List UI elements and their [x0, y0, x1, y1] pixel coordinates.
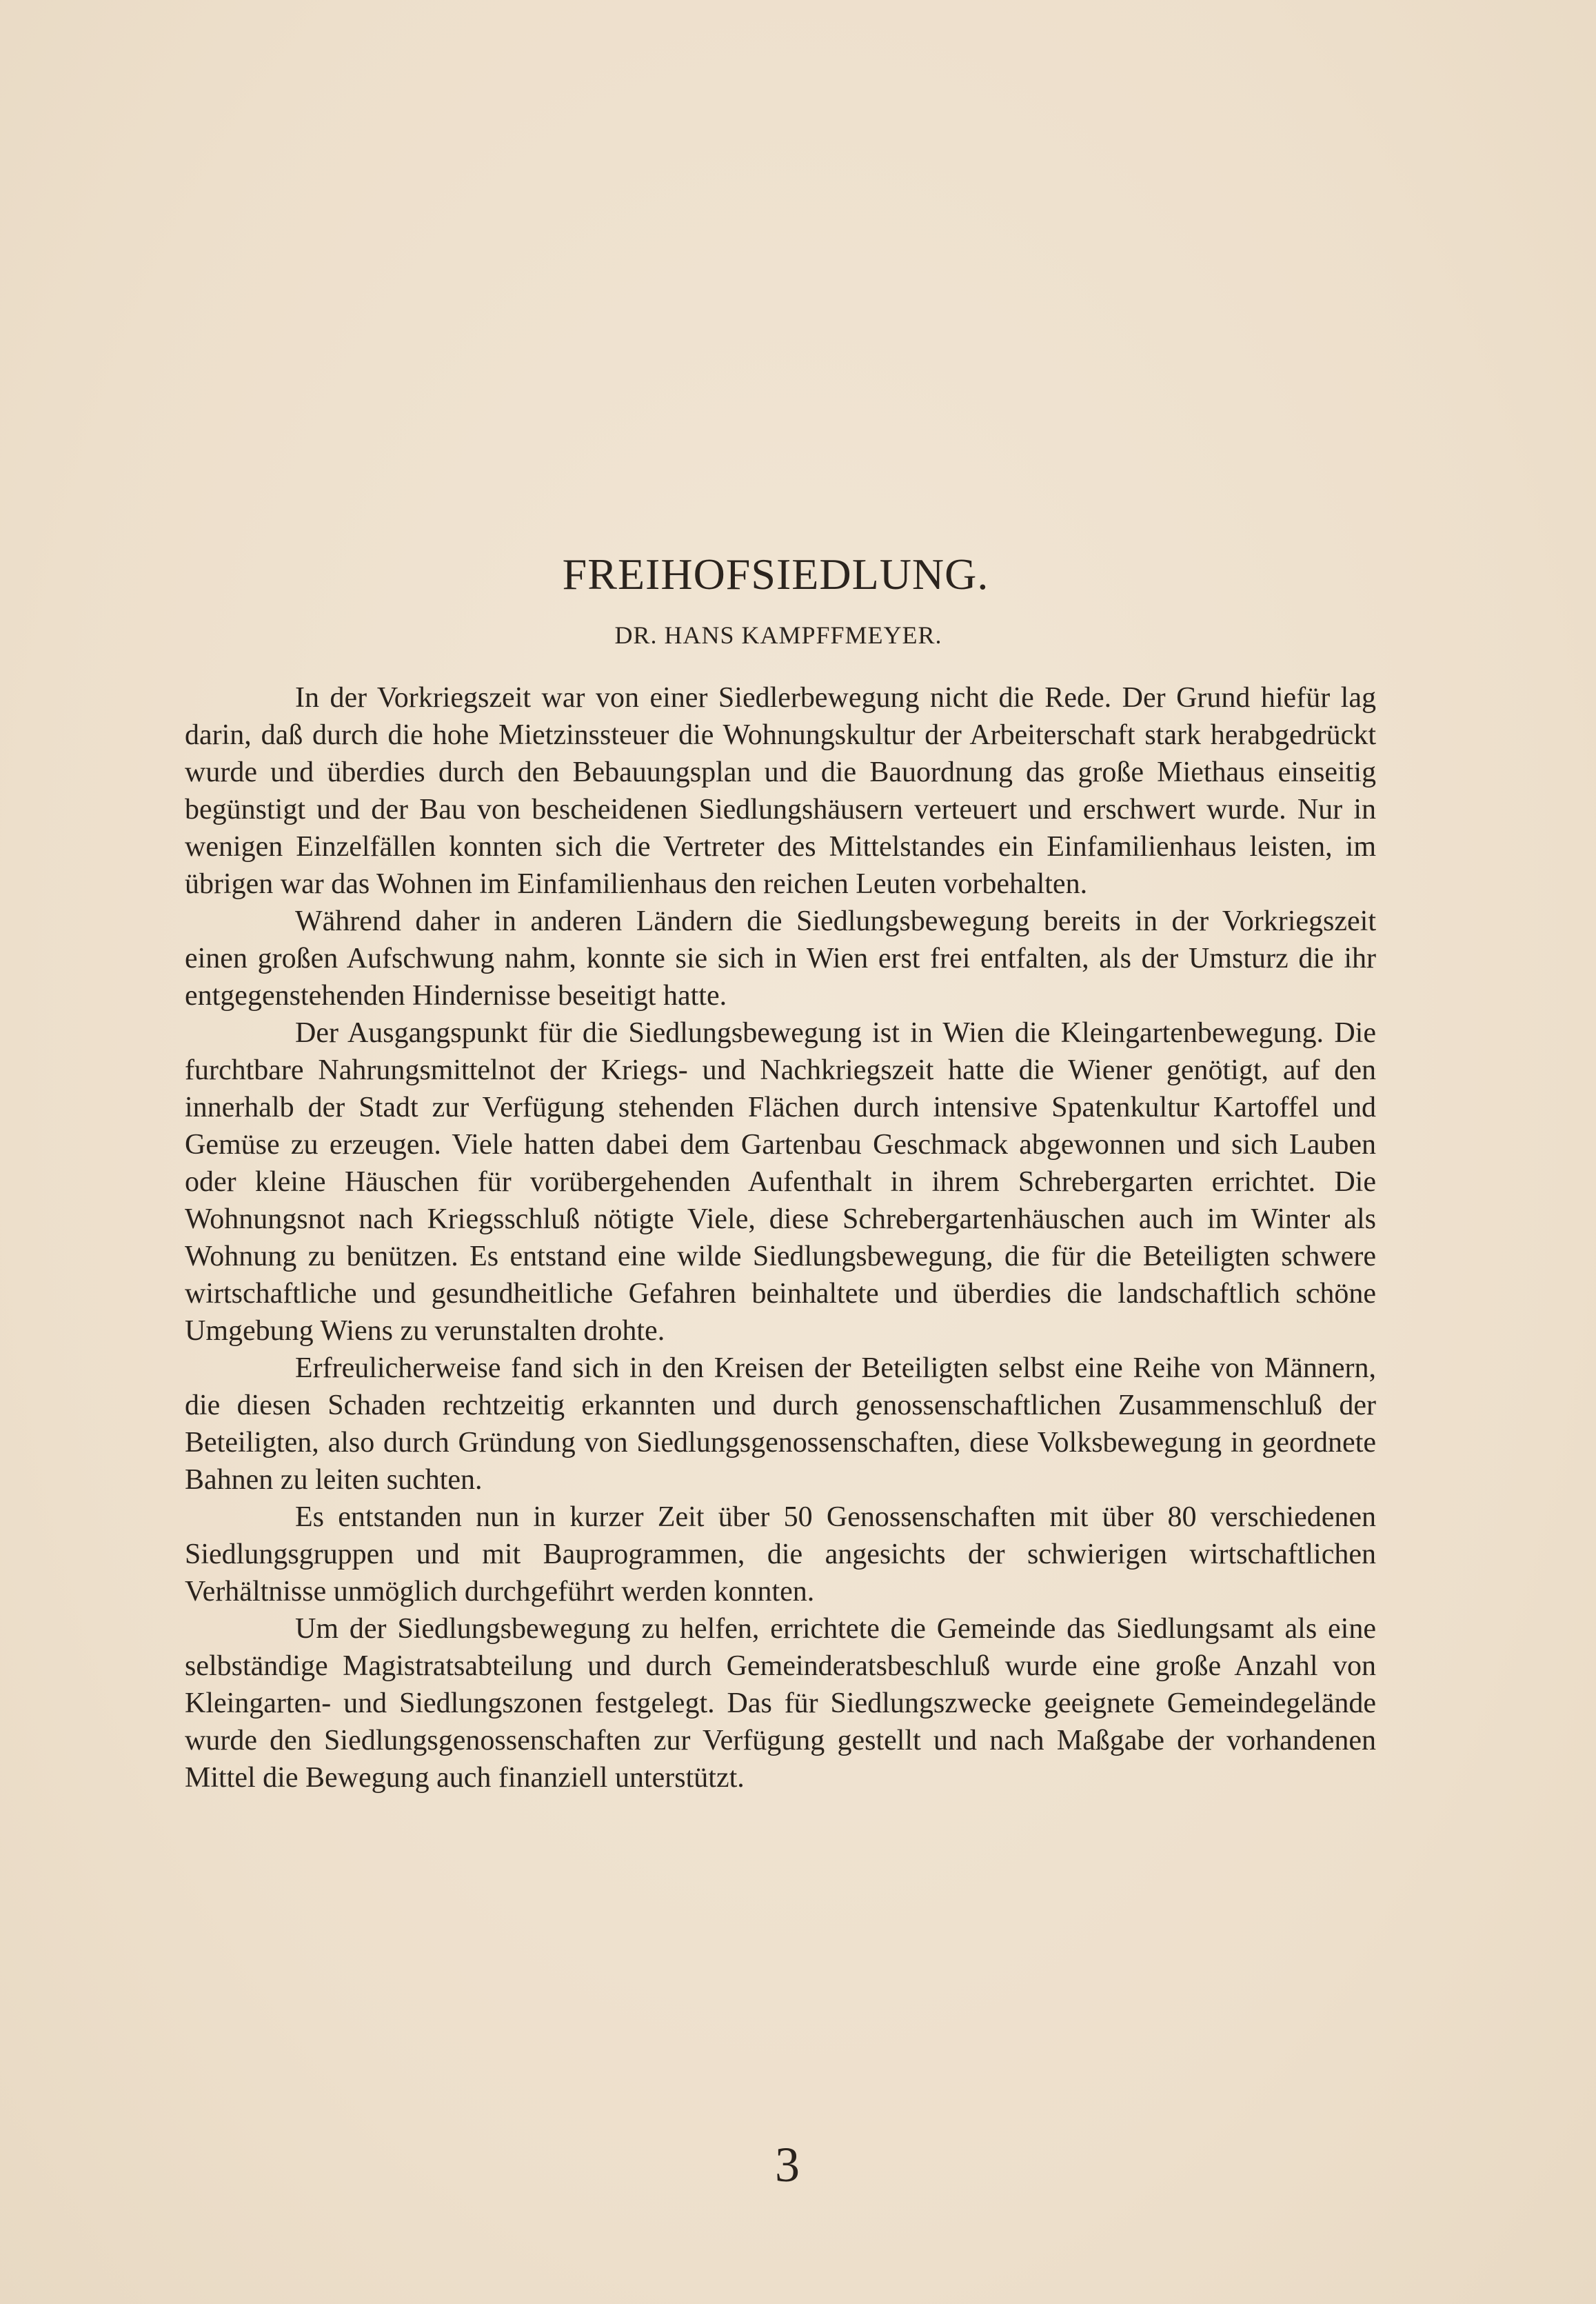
paragraph: In der Vorkriegszeit war von einer Siedlerbewegung nicht die Rede. Der Grund hiefür lag darin, daß durch die hohe Mietzinssteuer die Wohnungskultur der Arbeiterschaft stark herabgedrückt wurde und überdies durch den Bebauungsplan und die Bauordnung das große Miethaus einseitig begünstigt und der Bau von bescheidenen Siedlungshäusern verteuert und erschwert wurde. Nur in wenigen Einzelfällen konnten sich die Vertreter des Mittelstandes ein Einfamilienhaus leisten, im übrigen war das Wohnen im Einfamilienhaus den reichen Leuten vorbehalten.	[185, 682, 1376, 900]
paragraph: Um der Siedlungsbewegung zu helfen, errichtete die Gemeinde das Siedlungsamt als eine selbständige Magistratsabteilung und durch Gemeinderatsbeschluß wurde eine große Anzahl von Kleingarten- und Siedlungszonen festgelegt. Das für Siedlungszwecke geeignete Gemeindegelände wurde den Siedlungsgenossenschaften zur Verfügung gestellt und nach Maßgabe der vorhandenen Mittel die Bewegung auch finanziell unterstützt.	[185, 1613, 1376, 1794]
paragraph: Der Ausgangspunkt für die Siedlungsbewegung ist in Wien die Kleingartenbewegung. Die furchtbare Nahrungsmittelnot der Kriegs- und Nachkriegszeit hatte die Wiener genötigt, auf den innerhalb der Stadt zur Verfügung stehenden Flächen durch intensive Spatenkultur Kartoffel und Gemüse zu erzeugen. Viele hatten dabei dem Gartenbau Geschmack abgewonnen und sich Lauben oder kleine Häuschen für vorübergehenden Aufenthalt in ihrem Schrebergarten errichtet. Die Wohnungsnot nach Kriegsschluß nötigte Viele, diese Schrebergartenhäuschen auch im Winter als Wohnung zu benützen. Es entstand eine wilde Siedlungsbewegung, die für die Beteiligten schwere wirtschaftliche und gesundheitliche Gefahren beinhaltete und überdies die landschaftlich schöne Umgebung Wiens zu verunstalten drohte.	[185, 1017, 1376, 1347]
page-number: 3	[775, 2137, 800, 2192]
paragraph: Es entstanden nun in kurzer Zeit über 50 Genossenschaften mit über 80 verschiedenen Siedlungsgruppen und mit Bauprogrammen, die angesichts der schwierigen wirtschaftlichen Verhältnisse unmöglich durchgeführt werden konnten.	[185, 1501, 1376, 1607]
article-author: DR. HANS KAMPFFMEYER.	[614, 621, 942, 649]
article-title: FREIHOFSIEDLUNG.	[562, 550, 989, 599]
article-body	[185, 679, 1376, 1796]
paragraph: Während daher in anderen Ländern die Siedlungsbewegung bereits in der Vorkriegszeit einen großen Aufschwung nahm, konnte sie sich in Wien erst frei entfalten, als der Umsturz die ihr entgegenstehenden Hindernisse beseitigt hatte.	[185, 905, 1376, 1012]
paragraph: Erfreulicherweise fand sich in den Kreisen der Beteiligten selbst eine Reihe von Männern, die diesen Schaden rechtzeitig erkannten und durch genossenschaftlichen Zusammenschluß der Beteiligten, also durch Gründung von Siedlungsgenossenschaften, diese Volksbewegung in geordnete Bahnen zu leiten suchten.	[185, 1352, 1376, 1496]
